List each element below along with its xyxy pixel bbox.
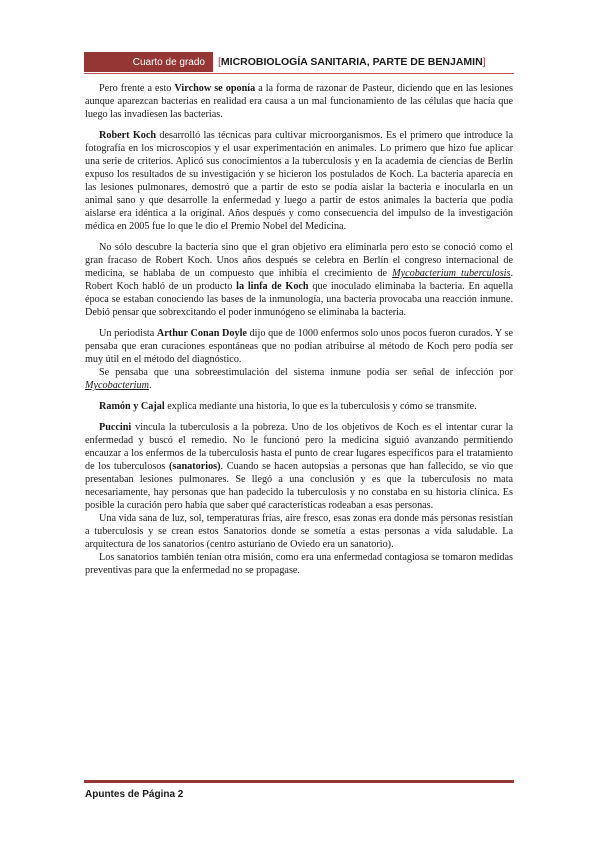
paragraph-ramon-cajal: Ramón y Cajal explica mediante una historia, lo que es la tuberculosis y cómo se transmite. xyxy=(99,401,477,412)
paragraph-vida-sana: Una vida sana de luz, sol, temperaturas frías, aire fresco, esas zonas era donde más personas resistían a tuberculosis y se crean estos Sanatorios donde se sometía a estas personas a vida saludable. La arquitectura de los sanatorios (centro asturiano de Oviedo era un sanatorio). xyxy=(85,513,513,550)
document-body xyxy=(85,82,513,585)
page-header xyxy=(84,52,514,72)
header-bracket-close: ] xyxy=(482,56,486,68)
paragraph-immune: Se pensaba que una sobreestimulación del sistema inmune podía ser señal de infección por Mycobacterium. xyxy=(85,367,513,391)
header-title-text: MICROBIOLOGÍA SANITARIA, PARTE DE BENJAMIN xyxy=(220,56,483,68)
header-title xyxy=(213,52,514,72)
page-footer: Apuntes de Página 2 xyxy=(85,789,184,800)
bold-conan-doyle: Arthur Conan Doyle xyxy=(156,328,247,339)
paragraph-puccini: Puccini vincula la tuberculosis a la pobreza. Uno de los objetivos de Koch es el intentar curar la enfermedad y buscó el remedio. No le funcionó pero la medicina siguió avanzando permitiendo encauzar a los enfermos de la tuberculosis hasta el punto de crear lugares específicos para el tratamiento de los tuberculosos (sanatorios). Cuando se hacen autopsias a personas que han fallecido, se vio que presentaban lesiones pulmonares. Se llegó a una conclusión y es que la tuberculosis no mata necesariamente, hay personas que han padecido la tuberculosis y no constaba en su historia clínica. Es posible la curación pero había que saber qué características rodeaban a esas personas. xyxy=(85,422,513,511)
paragraph-conan-doyle: Un periodista Arthur Conan Doyle dijo que de 1000 enfermos solo unos pocos fueron curados. Y se pensaba que eran curaciones espontáneas que no podían atribuirse al método de Koch pero podía ser muy útil en el método del diagnóstico. xyxy=(85,328,514,365)
bold-sanatorios: (sanatorios) xyxy=(169,461,221,472)
paragraph-koch: Robert Koch desarrolló las técnicas para cultivar microorganismos. Es el primero que introduce la fotografía en los microscopios y el usar experimentación en animales. Lo primero que hizo fue aplicar una serie de criterios. Aplicó sus conocimientos a la tuberculosis y en la academia de ciencias de Berlín expuso los resultados de su investigación y se hicieron los postulados de Koch. La bacteria aparecía en las lesiones pulmonares, demostró que a partir de esto se podía aislar la bacteria e inocularla en un animal sano y que desarrolle la enfermedad y luego a partir de estos animales la bacteria que podía aislarse era idéntica a la original. Años después y como consecuencia del impulso de la investigación médica en 2005 fue lo que le dio el Premio Nobel del Medicina. xyxy=(85,130,513,232)
paragraph-virchow: Pero frente a esto Virchow se oponía a la forma de razonar de Pasteur, diciendo que en las lesiones aunque aparezcan bacterias en realidad era causa a un mal funcionamiento de las células que hacía que luego las invadiesen las bacterias. xyxy=(85,83,513,120)
bold-robert-koch: Robert Koch xyxy=(99,130,157,141)
italic-mycobacterium: Mycobacterium xyxy=(85,380,149,391)
paragraph-koch-failure: No sólo descubre la bacteria sino que el gran objetivo era eliminarla pero esto se conoció como el gran fracaso de Robert Koch. Unos años después se celebra en Berlín el congreso internacional de medicina, se hablaba de un compuesto que inhibía el crecimiento de Mycobacterium tuberculosis. Robert Koch habló de un producto la linfa de Koch que inoculado eliminaba la bacteria. En aquella época se estaban conociendo las bases de la inmunología, una bacteria provocaba una reacción inmune. Debió pensar que sobrexcitando el poder inmunógeno se eliminaba la bacteria. xyxy=(85,242,513,318)
footer-divider xyxy=(84,780,514,783)
header-divider xyxy=(84,73,514,74)
bold-ramon-cajal: Ramón y Cajal xyxy=(99,401,165,412)
paragraph-sanatorios-mision: Los sanatorios también tenían otra misión, como era una enfermedad contagiosa se tomaron medidas preventivas para que la enfermedad no se propagase. xyxy=(85,552,513,576)
bold-puccini: Puccini xyxy=(99,422,132,433)
italic-mycobacterium-tuberculosis: Mycobacterium tuberculosis xyxy=(392,268,511,279)
header-course-tab: Cuarto de grado xyxy=(84,52,213,72)
bold-virchow: Virchow se oponía xyxy=(174,83,256,94)
header-bracket-open: [ xyxy=(218,56,221,68)
bold-linfa-koch: la linfa de Koch xyxy=(236,281,309,292)
